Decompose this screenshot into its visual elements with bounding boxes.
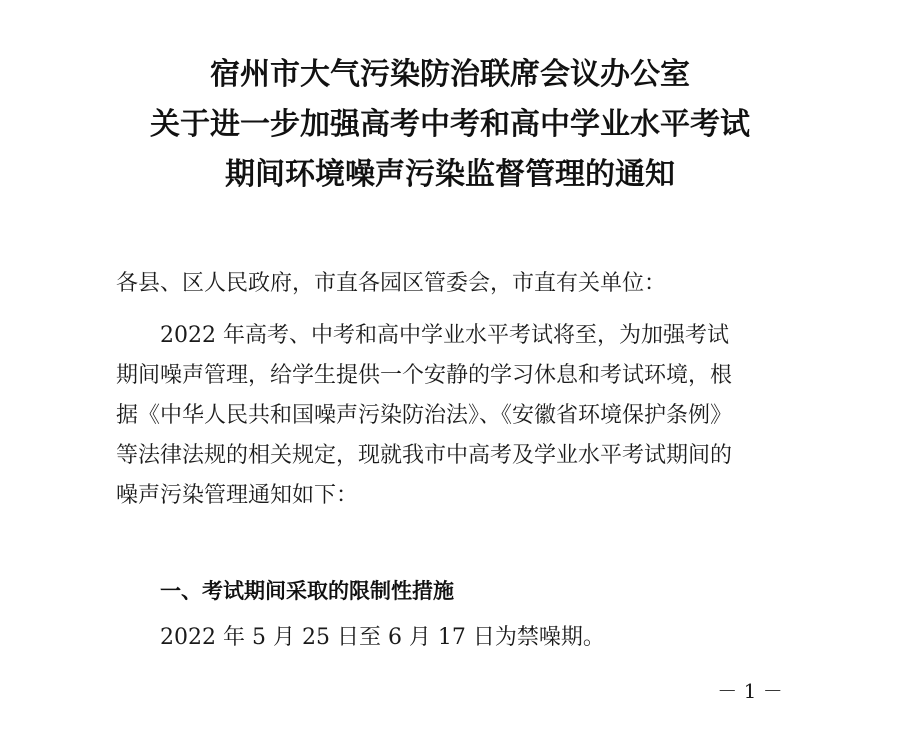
body-paragraph [116, 316, 796, 516]
salutation: 各县、区人民政府，市直各园区管委会，市直有关单位： [116, 271, 667, 296]
page-number: － 1 － [717, 679, 783, 703]
paragraph-line: 2022 年高考、中考和高中学业水平考试将至，为加强考试 [160, 323, 729, 348]
section-paragraph: 2022 年 5 月 25 日至 6 月 17 日为禁噪期。 [160, 625, 605, 650]
paragraph-line: 期间噪声管理，给学生提供一个安静的学习休息和考试环境，根 [116, 363, 733, 388]
title-line: 期间环境噪声污染监督管理的通知 [225, 157, 675, 192]
paragraph-line: 噪声污染管理通知如下： [116, 483, 359, 508]
title-line: 宿州市大气污染防治联席会议办公室 [210, 57, 690, 92]
title-line: 关于进一步加强高考中考和高中学业水平考试 [150, 107, 750, 142]
paragraph-line: 等法律法规的相关规定，现就我市中高考及学业水平考试期间的 [116, 443, 733, 468]
paragraph-line: 据《中华人民共和国噪声污染防治法》、《安徽省环境保护条例》 [116, 403, 733, 428]
section-heading: 一、考试期间采取的限制性措施 [160, 579, 454, 603]
document-title [100, 50, 800, 200]
